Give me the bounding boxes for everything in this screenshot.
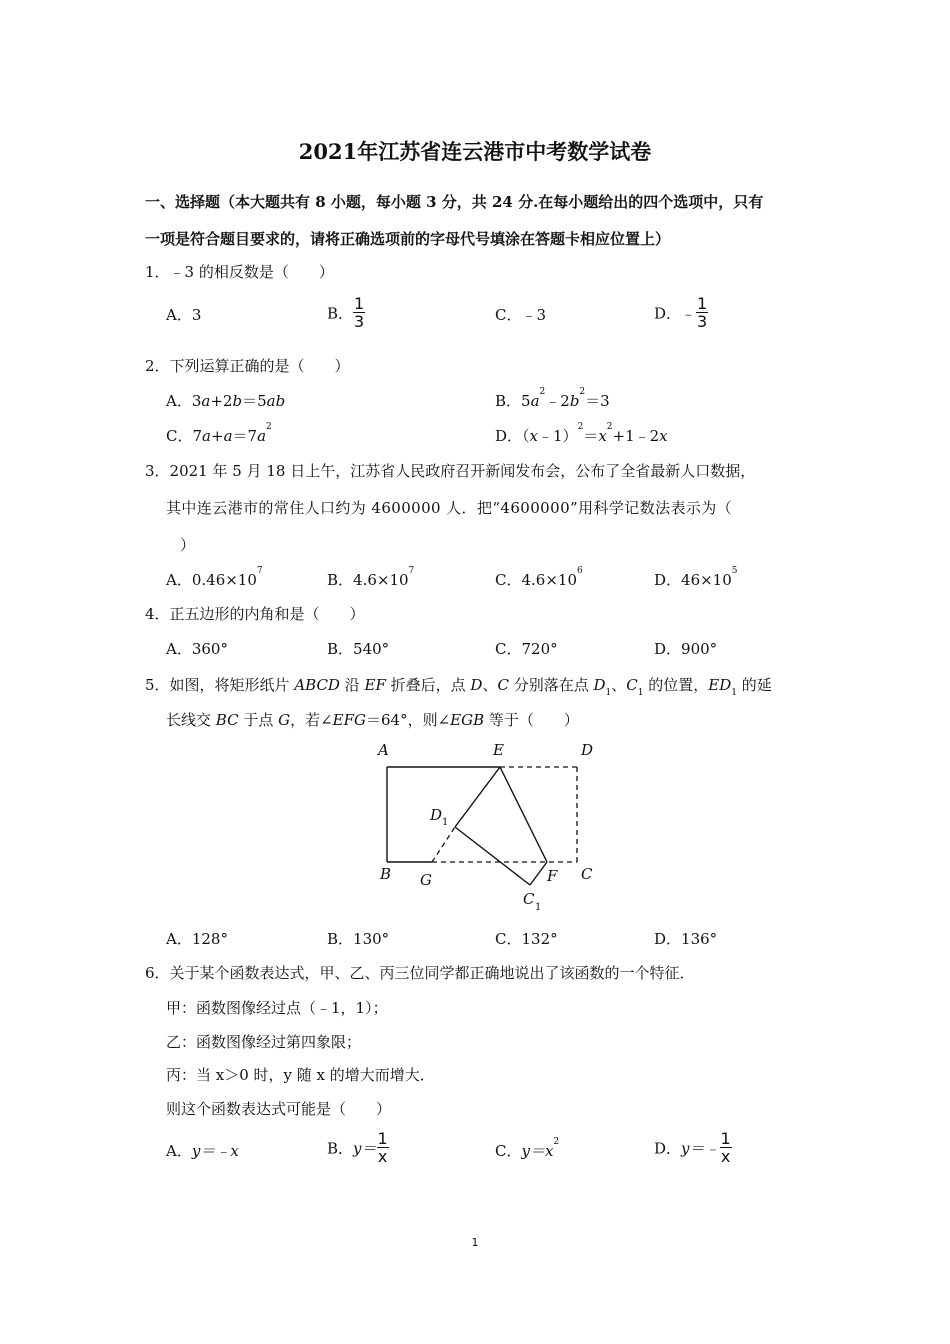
fraction-numerator: 1 (354, 294, 365, 313)
segment-D1C1 (455, 827, 530, 885)
q6-ask: 则这个函数表达式可能是（ ） (166, 1100, 392, 1118)
segment-EF (500, 767, 547, 862)
q4-option-d: D．900° (654, 640, 718, 658)
q1-option-b-label: B． (327, 304, 354, 323)
page-number: 1 (471, 1236, 479, 1249)
q2-option-a: A．3a+2b＝5ab (166, 392, 286, 410)
q5-line1: 5．如图，将矩形纸片 ABCD 沿 EF 折叠后，点 D、C 分别落在点 $D_1$、$C_1$ 的位置，$ED_1$ 的延 (145, 676, 772, 698)
q6-yi: 乙：函数图像经过第四象限； (166, 1033, 362, 1051)
q5-figure (370, 735, 610, 915)
q6-bing: 丙：当 x＞0 时，y 随 x 的增大而增大． (166, 1066, 435, 1084)
label-C1-sub: 1 (535, 902, 542, 913)
label-F: F (547, 867, 558, 885)
fraction-denominator: x (377, 1147, 388, 1166)
q4-option-b: B．540° (327, 640, 390, 658)
q6-option-c-label: C． (495, 1142, 522, 1160)
fraction-numerator: 1 (697, 294, 708, 313)
q5-line1-lead: 5．如图，将矩形纸片 (145, 676, 295, 694)
q3-line2: 其中连云港市的常住人口约为 4600000 人．把“4600000”用科学记数法表示为（ (166, 499, 733, 517)
q3-line3: ） (180, 536, 196, 554)
q3-option-d-text: D．46×10 (654, 571, 732, 589)
fraction-numerator: 1 (377, 1129, 388, 1148)
q2-option-b-label: B． (495, 392, 522, 410)
q4-option-c: C．720° (495, 640, 558, 658)
fraction-denominator: 3 (697, 312, 708, 331)
label-D1: D (430, 806, 443, 824)
fraction-denominator: 3 (354, 312, 365, 331)
label-D1-sub: 1 (442, 817, 449, 828)
fraction-numerator: 1 (720, 1129, 731, 1148)
q6-jia: 甲：函数图像经过点（﹣1，1）； (166, 999, 388, 1017)
q1-option-b-fraction (353, 296, 365, 330)
q3-option-b-text: B．4.6×10 (327, 571, 409, 589)
q3-option-a-text: A．0.46×10 (166, 571, 257, 589)
exponent: 2 (553, 1137, 560, 1147)
q4-stem: 4．正五边形的内角和是（ ） (145, 605, 365, 623)
q6-option-b (327, 1131, 389, 1165)
q3-line1: 3．2021 年 5 月 18 日上午，江苏省人民政府召开新闻发布会，公布了全省最新人口数据， (145, 462, 756, 480)
q3-option-c (495, 566, 583, 590)
q6-option-a-label: A． (166, 1142, 192, 1160)
q2-option-a-label: A． (166, 392, 192, 410)
q6-option-b-lhs: y＝ (353, 1139, 377, 1158)
segment-C1F (530, 862, 547, 885)
section-header-line1: 一、选择题（本大题共有 8 小题，每小题 3 分，共 24 分.在每小题给出的四个选项中，只有 (145, 193, 764, 211)
q2-option-d: D．$(x﹣1)^2=x^2+1﹣2x$ (495, 422, 668, 445)
label-C: C (581, 865, 593, 883)
exponent: 5 (731, 566, 738, 576)
q2-option-c: C．$7a+a=7a^2$ (166, 422, 272, 445)
q3-option-c-text: C．4.6×10 (495, 571, 577, 589)
q2-stem: 2．下列运算正确的是（ ） (145, 357, 350, 375)
q6-option-c (495, 1137, 560, 1161)
q5-line2: 长线交 BC 于点 G，若∠EFG＝64°，则∠EGB 等于（ ） (166, 711, 579, 729)
exponent: 7 (408, 566, 415, 576)
q6-option-a-expr: y＝﹣x (191, 1142, 239, 1160)
q6-stem: 6．关于某个函数表达式，甲、乙、丙三位同学都正确地说出了该函数的一个特征． (145, 964, 695, 982)
segment-ED1 (455, 767, 500, 827)
q5-option-a: A．128° (166, 930, 228, 948)
section-header-line2: 一项是符合题目要求的，请将正确选项前的字母代号填涂在答题卡相应位置上） (145, 230, 671, 248)
page-title: 2021年江苏省连云港市中考数学试卷 (298, 139, 652, 164)
label-B: B (380, 865, 392, 883)
q6-option-c-expr: y＝x (521, 1142, 554, 1160)
q6-option-b-label: B． (327, 1139, 354, 1158)
q1-option-d (654, 296, 708, 330)
exponent: 6 (577, 566, 583, 576)
q1-option-a: A．3 (166, 306, 202, 324)
label-G: G (420, 871, 432, 889)
q1-option-b (327, 296, 365, 330)
q2-option-b: B．$5a^2﹣2b^2=3$ (495, 387, 610, 410)
q1-option-d-fraction (696, 296, 708, 330)
q3-option-b (327, 566, 415, 590)
q5-option-c: C．132° (495, 930, 558, 948)
q6-option-b-fraction (377, 1131, 389, 1165)
q6-option-d (654, 1131, 732, 1165)
q4-option-a: A．360° (166, 640, 228, 658)
q1-option-d-label: D．﹣ (654, 304, 697, 323)
q3-option-d (654, 566, 738, 590)
q2-option-c-label: C． (166, 427, 193, 445)
q6-option-d-label: D． (654, 1139, 682, 1158)
q3-option-a (166, 566, 263, 590)
q6-option-a (166, 1140, 239, 1161)
q2-option-d-label: D． (495, 427, 523, 445)
q6-option-d-lhs: y＝﹣ (681, 1139, 720, 1158)
q5-option-b: B．130° (327, 930, 390, 948)
q1-stem: 1．﹣3 的相反数是（ ） (145, 263, 334, 281)
segment-GD1-dashed (432, 827, 455, 862)
q6-option-d-fraction (720, 1131, 732, 1165)
q5-option-d: D．136° (654, 930, 718, 948)
exponent: 7 (256, 566, 263, 576)
label-A: A (378, 741, 389, 759)
label-D: D (581, 741, 594, 759)
label-E: E (493, 741, 504, 759)
label-C1: C (523, 890, 535, 908)
q1-option-c: C．﹣3 (495, 306, 547, 324)
fraction-denominator: x (720, 1147, 731, 1166)
